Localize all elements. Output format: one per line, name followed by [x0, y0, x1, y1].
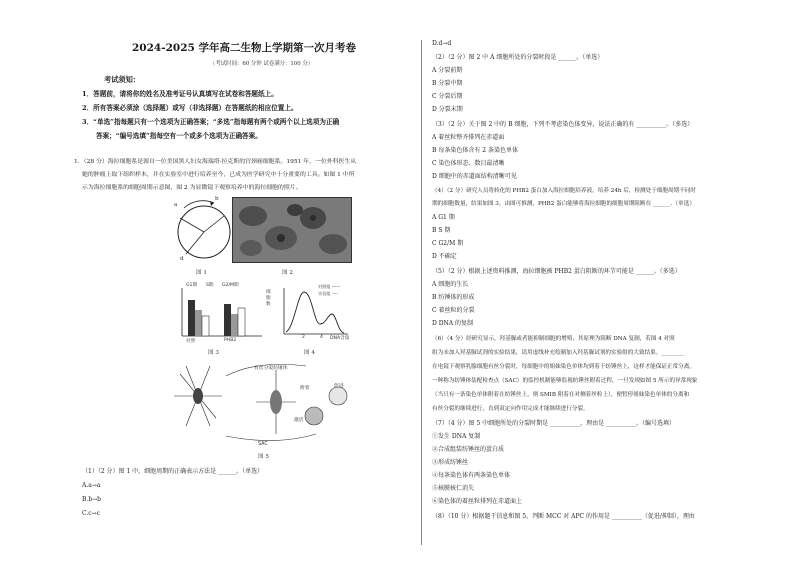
- question-1-6-line-4: 一种称为纺锤体装配检查点（SAC）的监控机制能够监视纺锤丝附着过程，一旦发现如图 5 所示的异常现象: [432, 378, 698, 384]
- q5-option-a: A 细胞的生长: [432, 281, 469, 288]
- fig5-label-sac: SAC: [258, 442, 268, 447]
- question-1-2: （2）（2 分）图 2 中 A 细胞所处的分裂时段是 ______。（单选）: [432, 54, 604, 61]
- notice-3: 3．“单选”指每题只有一个选项为正确答案；“多选”指每题有两个或两个以上选项为正确: [82, 118, 340, 126]
- q1-option-c: C.c→c: [82, 510, 101, 517]
- q7-option-6: ⑥染色体的着丝粒排列在赤道面上: [432, 498, 523, 505]
- q5-option-d: D DNA 的复制: [432, 320, 474, 327]
- q2-option-d: D 分裂末期: [432, 106, 463, 113]
- q7-option-3: ③形成纺锤丝: [432, 459, 469, 466]
- q1-option-a: A.a→a: [82, 482, 101, 489]
- question-1-7: （7）（4 分）图 5 中细胞所处的分裂时期是 __________，理由是 __________。（编号选填）: [432, 420, 675, 427]
- figure-3-bar-chart: [168, 282, 264, 346]
- fig4-tick-2: 2: [302, 335, 305, 340]
- fig1-label-b: b: [215, 196, 219, 202]
- question-1-4-line-2: 期的细胞数量，结果如图 3。由图可推测，PHB2 蛋白能够将海拉细胞的细胞周期阻断在 ______。（单选）: [432, 201, 695, 207]
- q7-option-2: ②合成组装纺锤丝的蛋白质: [432, 446, 505, 453]
- question-1-3: （3）（2 分）关于图 2 中的 B 细胞，下列不考虑染色体变异，说法正确的有 __________。（多选）: [432, 121, 694, 128]
- q4-option-a: A G1 期: [432, 214, 455, 221]
- micrograph-cells-image: [233, 198, 351, 262]
- fig5-label-spindle: 有丝分裂纺锤体: [254, 366, 288, 371]
- q1-option-d: D.d→d: [432, 40, 452, 47]
- question-1-8: （8）（10 分）根据题干信息和图 5，判断 MCC 对 APC 的作用是 __________（促进/抑制），理由: [432, 513, 695, 520]
- fig1-label-a: a: [174, 202, 178, 208]
- q-intro-line-1: 1．（28 分）海拉细胞系是源自一位美国黑人妇女海瑞塔·拉克斯的宫颈癌细胞系。1951 年，一位外科医生从: [74, 159, 357, 165]
- figure-2-caption: 图 2: [282, 270, 293, 276]
- q4-option-c: C G2/M 期: [432, 240, 464, 247]
- q3-option-b: B 每条染色体含有 2 条染色单体: [432, 147, 518, 154]
- figure-1-caption: 图 1: [196, 270, 207, 276]
- q2-option-a: A 分裂前期: [432, 67, 463, 74]
- q1-option-b: B.b→b: [82, 496, 102, 503]
- question-1-4-line-1: （4）（2 分）研究人员将转化的 PHB2 蛋白加入海拉细胞培养液，培养 24h 后，检测处于细胞周期不同时: [432, 188, 696, 194]
- fig3-legend-g2m: G2/M期: [222, 283, 239, 288]
- notice-3-cont: 答案；“编号选填”指每空有一个或多个选项为正确答案。: [96, 132, 262, 140]
- fig3-legend-s: S期: [206, 283, 214, 288]
- question-1-6-line-1: （6）（4 分）经研究显示，羟基脲或者能抑制细胞的增殖，其原理为阻断 DNA 复制，若图 4 对照: [432, 336, 675, 342]
- fig3-x-control: 对照: [186, 339, 196, 344]
- q7-option-1: ①发生 DNA 复制: [432, 433, 481, 440]
- fig5-label-activate: 激活: [294, 418, 304, 423]
- column-divider: [421, 40, 422, 545]
- q-intro-line-3: 示为海拉细胞系的细胞周期示意图，图 2 为显微镜下观察培养中的海拉细胞的照片。: [82, 185, 302, 191]
- question-1-6-line-6: 有丝分裂的继续进行，直到双定向作用完成才能继续进行分裂。: [432, 406, 589, 412]
- q7-option-4: ④每条染色体有两条染色单体: [432, 472, 511, 479]
- figure-5-caption: 图 5: [258, 454, 269, 460]
- q3-option-c: C 染色体形态、数目最清晰: [432, 160, 505, 167]
- question-1-6-line-2: 组为未加入羟基脲试剂的实验结果，请用虚线补充绘制加入羟基脲试剂的实验组的大致结果。________: [432, 350, 684, 356]
- q-intro-line-2: 她的肿瘤上取下组织样本，并在实验室中进行培养至今，已成为医学研究中十分重要的工具。如图 1 中所: [82, 172, 355, 178]
- question-1-5: （5）（2 分）根据上述资料推测，海拉细胞被 PHB2 蛋白阻断的环节可能是 ______。（多选）: [432, 268, 681, 275]
- exam-subtitle: （考试时间：60 分钟 试卷满分：100 分）: [210, 61, 314, 67]
- notice-1: 1．答题前，请将你的姓名及准考证号认真填写在试卷和答题纸上。: [82, 90, 278, 98]
- figure-2-micrograph: [232, 197, 352, 263]
- figure-3-caption: 图 3: [208, 350, 219, 356]
- question-1-6-line-5: （当只有一条染色单体附着在纺锤丝上，则 SMIB 附着在对侧着丝粒上），便暂停姐妹染色单体的分离和: [432, 392, 690, 398]
- notice-2: 2．所有答案必须涂（选择题）或写（非选择题）在答题纸的相应位置上。: [82, 104, 298, 112]
- fig3-legend-g1: G1期: [186, 283, 198, 288]
- q2-option-b: B 分裂中期: [432, 80, 463, 87]
- fig4-ylabel: 细胞数: [266, 290, 271, 307]
- fig5-label-attach: 附着: [300, 386, 310, 391]
- q5-option-b: B 纺锤体的形成: [432, 294, 475, 301]
- notice-heading: 考试须知：: [104, 75, 140, 84]
- fig1-label-d: d: [180, 256, 184, 262]
- fig5-label-promote: 促进: [334, 384, 344, 389]
- q2-option-c: C 分裂后期: [432, 93, 463, 100]
- q5-option-c: C 着丝粒的分裂: [432, 307, 475, 314]
- fig4-xlabel: DNA含量: [330, 336, 350, 341]
- fig4-legend-exp: 实验组 ----: [318, 291, 338, 296]
- q4-option-b: B S 期: [432, 227, 451, 234]
- fig4-legend-control: 对照组 ——: [318, 284, 341, 289]
- q3-option-d: D 细胞中的赤道面结构清晰可见: [432, 173, 517, 180]
- exam-title: 2024-2025 学年高二生物上学期第一次月考卷: [132, 42, 356, 54]
- fig3-x-phb2: PHB2: [224, 338, 237, 343]
- figure-4-caption: 图 4: [304, 350, 315, 356]
- question-1-1: （1）（2 分）图 1 中，细胞周期的正确表示方法是 ______。（单选）: [82, 468, 264, 475]
- fig4-tick-4: 4: [320, 335, 323, 340]
- question-1-6-line-3: 在电镜下观察乳腺细胞有丝分裂时，每细胞中的姐妹染色单体均到着于纺锤丝上，这样才能保证正常分离。: [432, 364, 695, 370]
- q7-option-5: ⑤核膜核仁消失: [432, 485, 475, 492]
- q4-option-d: D 不确定: [432, 253, 457, 260]
- q3-option-a: A 着丝粒整齐排列在赤道面: [432, 134, 505, 141]
